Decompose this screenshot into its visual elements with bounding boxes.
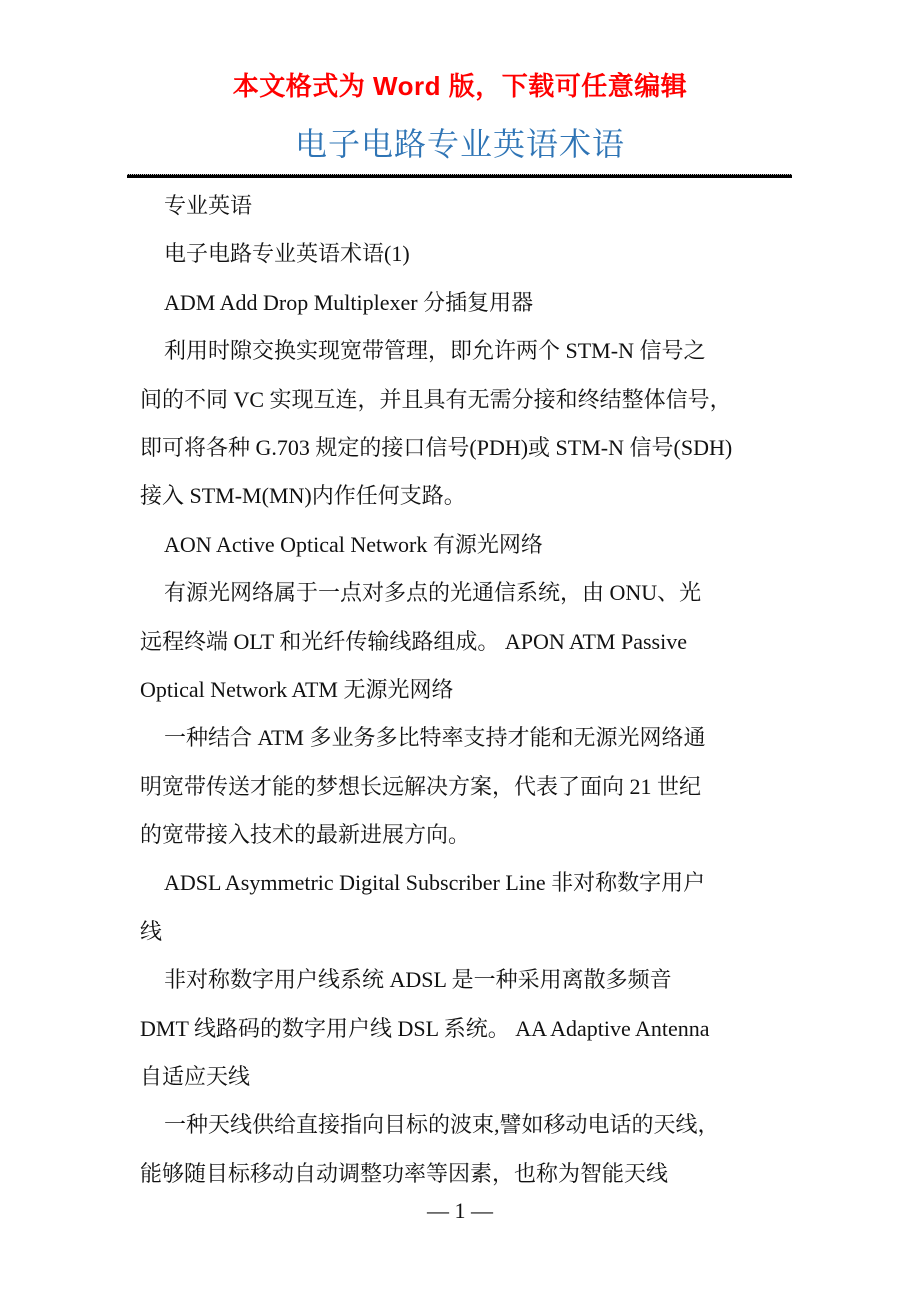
definition-adm (140, 327, 785, 521)
text-line: 接入 STM-M(MN)内作任何支路。 (140, 483, 466, 509)
definition-adsl-and-term-aa (140, 956, 785, 1101)
text-line: 间的不同 VC 实现互连，并且具有无需分接和终结整体信号， (140, 386, 732, 412)
text-line: 的宽带接入技术的最新进展方向。 (140, 822, 471, 848)
paragraph-heading-zhuanye (140, 182, 785, 230)
text-line: 即可将各种 G.703 规定的接口信号(PDH)或 STM-N 信号(SDH) (140, 434, 733, 460)
document-body (140, 182, 785, 1198)
definition-apon (140, 714, 785, 859)
document-title: 电子电路专业英语术语 (294, 126, 625, 162)
paragraph-subtitle (140, 230, 785, 278)
term-adm (140, 279, 785, 327)
text-line: 明宽带传送才能的梦想长远解决方案，代表了面向 21 世纪 (140, 773, 702, 799)
text-line: 专业英语 (164, 193, 253, 218)
text-line: 自适应天线 (140, 1064, 251, 1090)
text-line: ADSL Asymmetric Digital Subscriber Line 非对称数字用户 (164, 870, 706, 896)
definition-aa (140, 1101, 785, 1198)
text-line: 有源光网络属于一点对多点的光通信系统，由 ONU、光 (164, 580, 702, 606)
title-divider (127, 174, 792, 178)
text-line: ADM Add Drop Multiplexer 分插复用器 (164, 289, 534, 315)
term-adsl (140, 859, 785, 956)
term-aon (140, 521, 785, 569)
word-format-banner: 本文格式为 Word 版，下载可任意编辑 (232, 71, 688, 101)
text-line: 远程终端 OLT 和光纤传输线路组成。 APON ATM Passive (140, 628, 687, 654)
text-line: 能够随目标移动自动调整功率等因素，也称为智能天线 (140, 1160, 669, 1186)
text-line: 电子电路专业英语术语(1) (164, 241, 410, 267)
text-line: 一种结合 ATM 多业务多比特率支持才能和无源光网络通 (164, 725, 706, 751)
text-line: AON Active Optical Network 有源光网络 (164, 531, 543, 557)
page-number: — 1 — (427, 1198, 493, 1223)
text-line: 利用时隙交换实现宽带管理，即允许两个 STM-N 信号之 (164, 338, 706, 364)
text-line: 非对称数字用户线系统 ADSL 是一种采用离散多频音 (164, 967, 672, 993)
definition-aon-and-term-apon (140, 569, 785, 714)
text-line: DMT 线路码的数字用户线 DSL 系统。 AA Adaptive Antenna (140, 1015, 710, 1041)
text-line: 线 (140, 918, 163, 944)
text-line: Optical Network ATM 无源光网络 (140, 676, 454, 702)
text-line: 一种天线供给直接指向目标的波束,譬如移动电话的天线， (164, 1112, 720, 1138)
